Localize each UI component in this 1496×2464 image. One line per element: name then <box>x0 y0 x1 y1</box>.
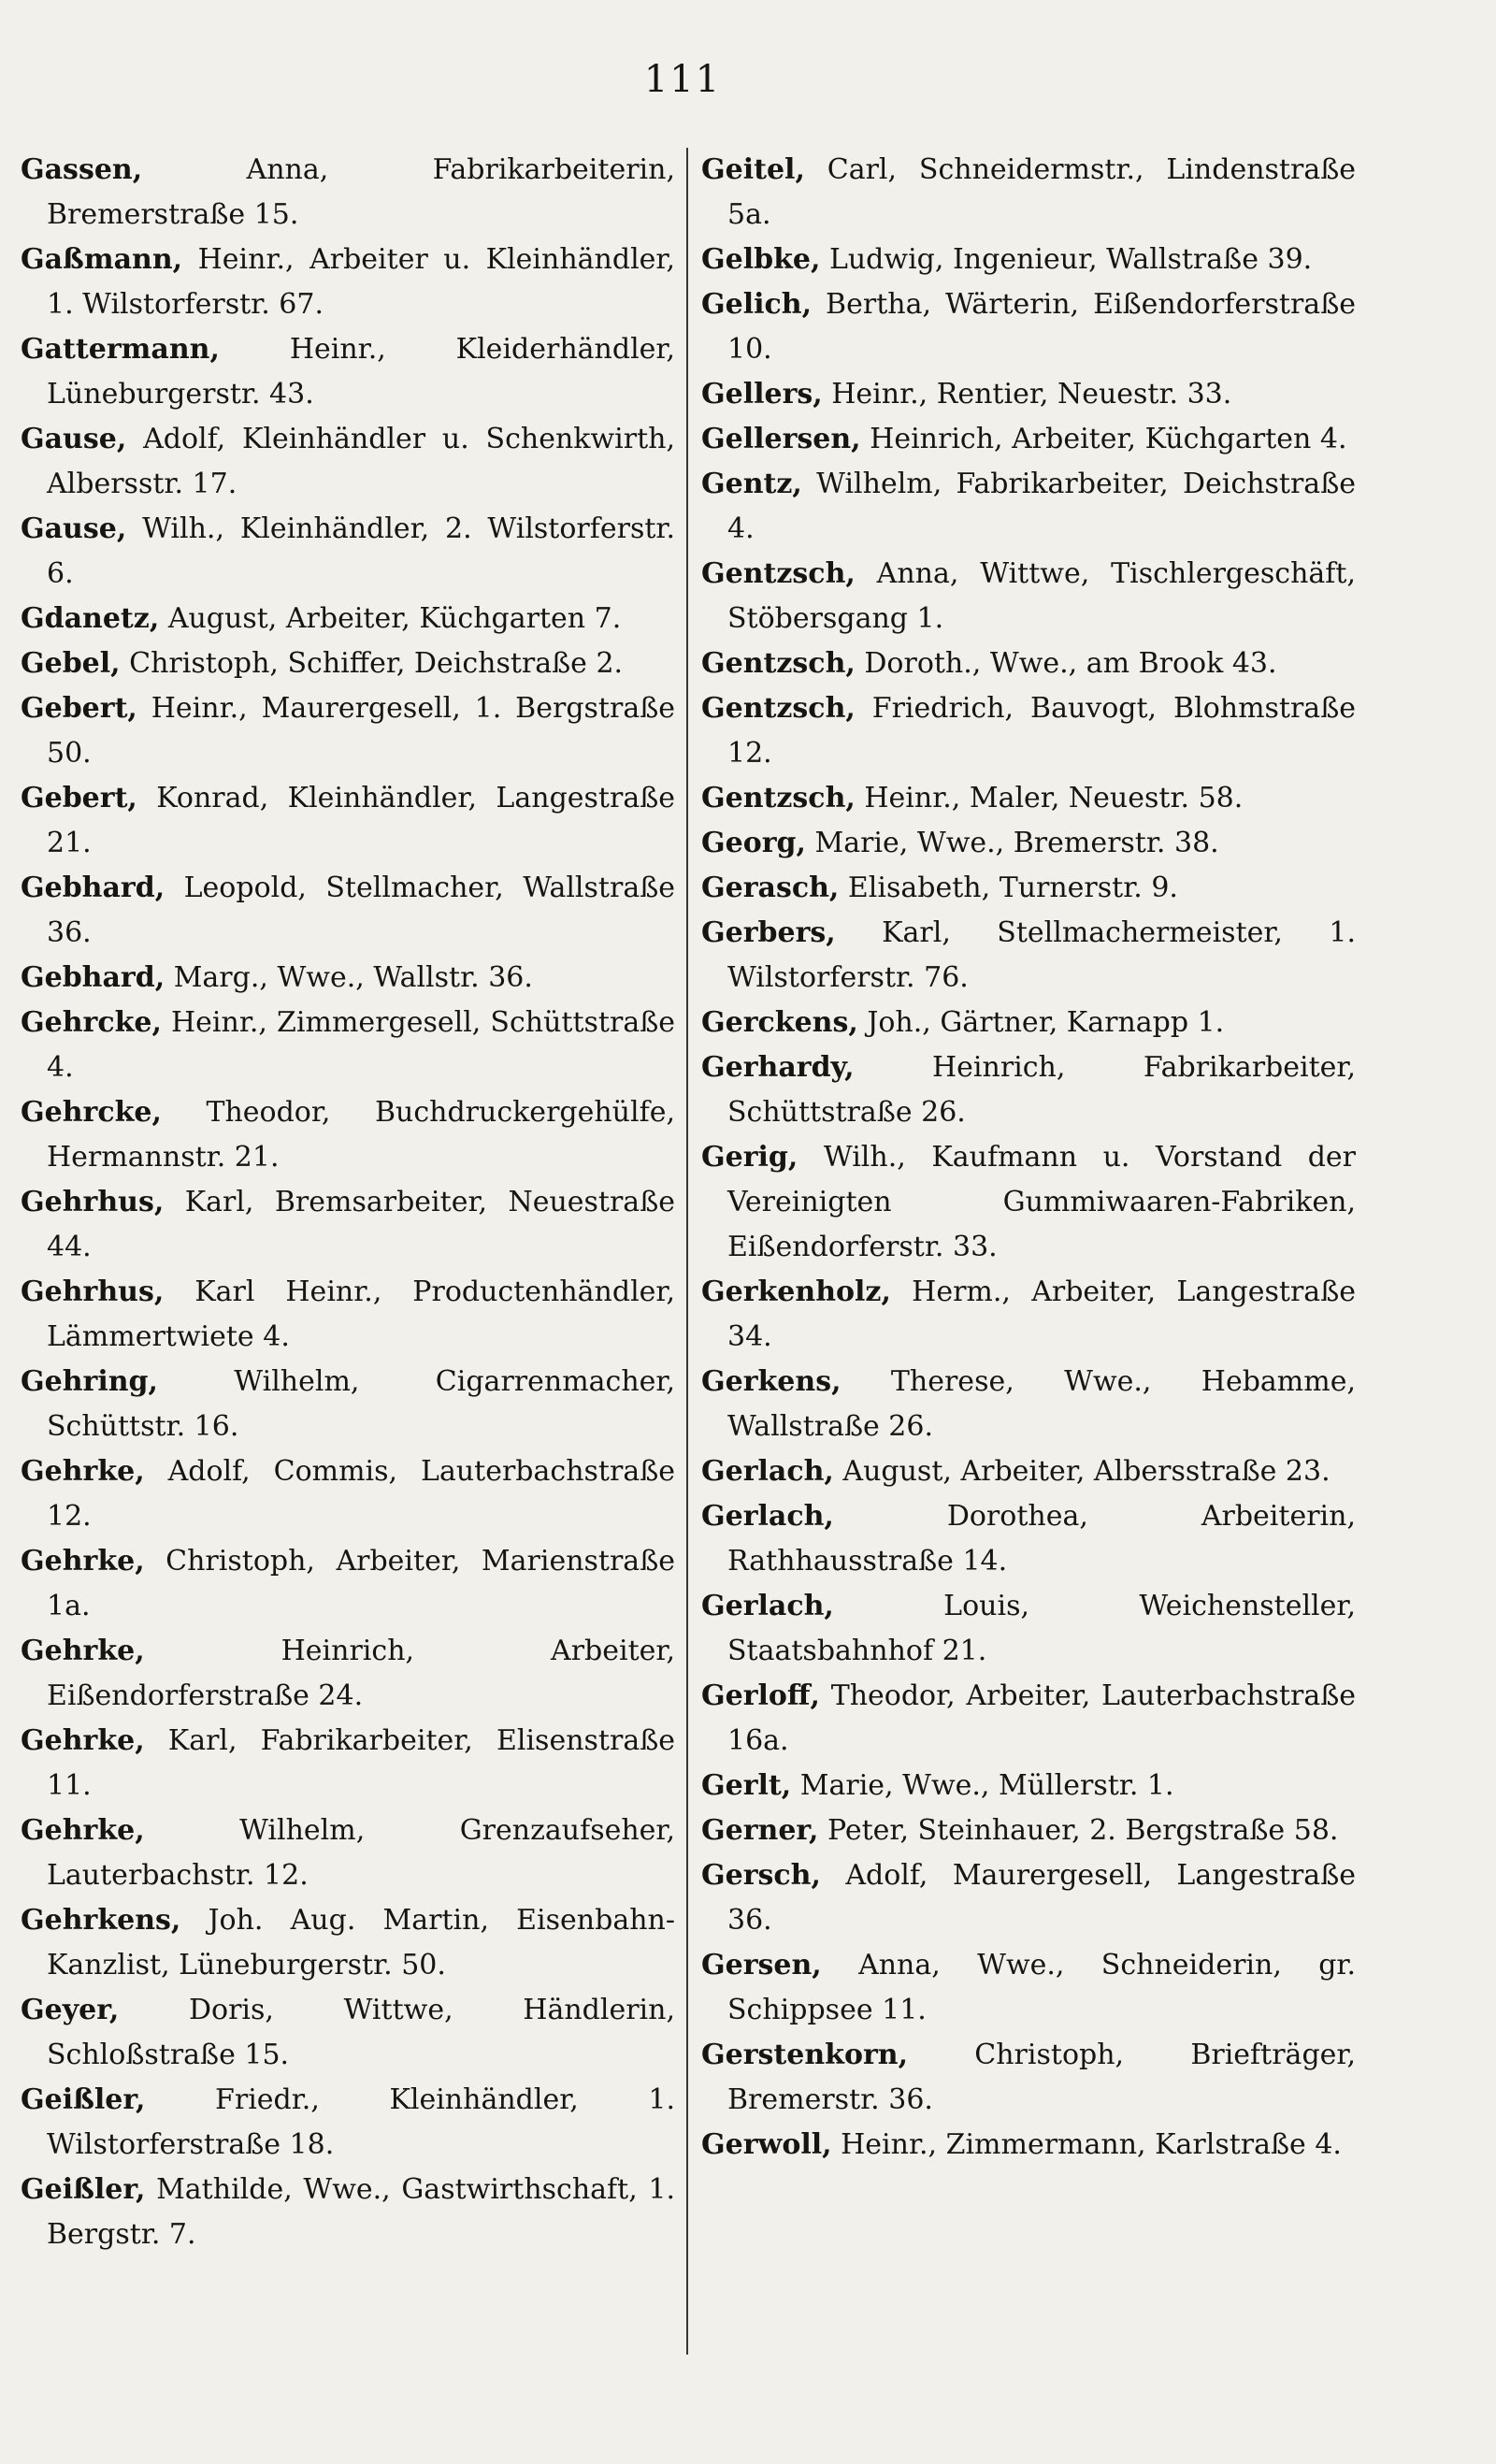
directory-entry <box>701 776 1356 821</box>
directory-entry <box>701 1135 1356 1270</box>
directory-entry <box>21 1090 675 1180</box>
entry-details: Heinr., Arbeiter u. Kleinhändler, 1. Wilstorferstr. 67. <box>47 243 675 321</box>
entry-details: Leopold, Stellmacher, Wallstraße 36. <box>47 872 675 949</box>
entry-surname: Gehrke, <box>21 1545 145 1578</box>
entry-details: Wilhelm, Fabrikarbeiter, Deichstraße 4. <box>727 468 1356 545</box>
entry-details: Marie, Wwe., Müllerstr. 1. <box>791 1769 1174 1802</box>
entry-details: Marie, Wwe., Bremerstr. 38. <box>805 827 1219 859</box>
directory-entry <box>701 1449 1356 1494</box>
entry-details: Heinrich, Arbeiter, Küchgarten 4. <box>860 423 1347 455</box>
entry-details: Doris, Wittwe, Händlerin, Schloßstraße 15. <box>47 1994 675 2071</box>
directory-entry <box>21 1001 675 1090</box>
entry-surname: Gehrke, <box>21 1455 145 1488</box>
directory-entry <box>701 462 1356 552</box>
directory-entry <box>701 1943 1356 2033</box>
entry-surname: Gattermann, <box>21 333 220 366</box>
entry-surname: Gebel, <box>21 647 121 680</box>
directory-entry <box>21 1539 675 1629</box>
entry-details: Louis, Weichensteller, Staatsbahnhof 21. <box>727 1590 1356 1667</box>
entry-details: Konrad, Kleinhändler, Langestraße 21. <box>47 782 675 859</box>
entry-surname: Gentz, <box>701 468 802 500</box>
entry-details: Wilhelm, Cigarrenmacher, Schüttstr. 16. <box>47 1365 675 1443</box>
entry-surname: Gassen, <box>21 153 143 186</box>
entry-surname: Gerlach, <box>701 1590 834 1622</box>
entry-details: Carl, Schneidermstr., Lindenstraße 5a. <box>727 153 1356 231</box>
directory-entry <box>21 1360 675 1449</box>
directory-entry <box>21 1449 675 1539</box>
entry-surname: Gerlach, <box>701 1455 834 1488</box>
entry-details: Doroth., Wwe., am Brook 43. <box>855 647 1277 680</box>
directory-entry <box>21 686 675 776</box>
entry-surname: Geitel, <box>701 153 805 186</box>
directory-entry <box>701 148 1356 238</box>
entry-surname: Gehrcke, <box>21 1096 162 1129</box>
directory-entry <box>21 1988 675 2078</box>
entry-surname: Gaßmann, <box>21 243 183 276</box>
entry-details: Heinr., Zimmergesell, Schüttstraße 4. <box>47 1006 675 1084</box>
directory-entry <box>701 821 1356 866</box>
entry-details: Ludwig, Ingenieur, Wallstraße 39. <box>820 243 1313 276</box>
entry-details: Karl, Stellmachermeister, 1. Wilstorferstr. 76. <box>727 916 1356 994</box>
entry-details: Heinr., Rentier, Neuestr. 33. <box>822 378 1232 411</box>
entry-details: Herm., Arbeiter, Langestraße 34. <box>727 1275 1356 1353</box>
entry-surname: Gerlt, <box>701 1769 792 1802</box>
directory-entry <box>701 1001 1356 1045</box>
entry-surname: Gebert, <box>21 692 137 725</box>
directory-entry <box>21 148 675 238</box>
page-number: 111 <box>643 58 722 101</box>
directory-entry <box>701 417 1356 462</box>
entry-surname: Gause, <box>21 423 127 455</box>
entry-surname: Gehrke, <box>21 1635 145 1667</box>
entry-surname: Gersen, <box>701 1949 822 1981</box>
entry-details: Christoph, Arbeiter, Marienstraße 1a. <box>47 1545 675 1622</box>
entry-details: Wilhelm, Grenzaufseher, Lauterbachstr. 12. <box>47 1814 675 1892</box>
entry-details: Marg., Wwe., Wallstr. 36. <box>165 961 533 994</box>
entry-surname: Gersch, <box>701 1859 821 1892</box>
entry-surname: Gelbke, <box>701 243 821 276</box>
entry-surname: Georg, <box>701 827 806 859</box>
column-divider <box>686 148 688 2355</box>
left-column <box>21 148 675 2257</box>
entry-details: Adolf, Commis, Lauterbachstraße 12. <box>47 1455 675 1533</box>
entry-surname: Gerstenkorn, <box>701 2039 909 2071</box>
directory-entry <box>21 417 675 507</box>
entry-surname: Gehrke, <box>21 1724 145 1757</box>
entry-details: Heinrich, Arbeiter, Eißendorferstraße 24. <box>47 1635 675 1712</box>
directory-entry <box>701 1270 1356 1360</box>
entry-details: Anna, Wwe., Schneiderin, gr. Schippsee 11. <box>727 1949 1356 2026</box>
entry-surname: Gentzsch, <box>701 782 856 814</box>
entry-details: Heinr., Kleiderhändler, Lüneburgerstr. 43. <box>47 333 675 411</box>
entry-surname: Gentzsch, <box>701 647 856 680</box>
entry-surname: Gerckens, <box>701 1006 858 1039</box>
entry-surname: Gerig, <box>701 1141 798 1174</box>
entry-details: Heinrich, Fabrikarbeiter, Schüttstraße 26. <box>727 1051 1356 1129</box>
directory-entry <box>701 1808 1356 1853</box>
entry-surname: Gerner, <box>701 1814 819 1847</box>
directory-entry <box>701 1360 1356 1449</box>
entry-details: Karl, Bremsarbeiter, Neuestraße 44. <box>47 1186 675 1263</box>
entry-surname: Gerbers, <box>701 916 836 949</box>
entry-details: August, Arbeiter, Albersstraße 23. <box>833 1455 1331 1488</box>
directory-entry <box>701 686 1356 776</box>
entry-details: Heinr., Maler, Neuestr. 58. <box>855 782 1244 814</box>
directory-entry <box>21 507 675 597</box>
directory-entry <box>701 911 1356 1001</box>
entry-details: Adolf, Maurergesell, Langestraße 36. <box>727 1859 1356 1937</box>
entry-details: Mathilde, Wwe., Gastwirthschaft, 1. Bergstr. 7. <box>47 2173 675 2251</box>
entry-surname: Geißler, <box>21 2173 146 2206</box>
entry-details: Anna, Fabrikarbeiterin, Bremerstraße 15. <box>47 153 675 231</box>
entry-surname: Geyer, <box>21 1994 120 2026</box>
entry-surname: Gehring, <box>21 1365 158 1398</box>
entry-surname: Gentzsch, <box>701 692 856 725</box>
directory-entry <box>21 2168 675 2257</box>
entry-details: Elisabeth, Turnerstr. 9. <box>839 872 1178 904</box>
entry-details: August, Arbeiter, Küchgarten 7. <box>159 602 622 635</box>
entry-details: Joh. Aug. Martin, Eisenbahn-Kanzlist, Lüneburgerstr. 50. <box>47 1904 675 1981</box>
entry-details: Adolf, Kleinhändler u. Schenkwirth, Albersstr. 17. <box>47 423 675 500</box>
entry-surname: Gerloff, <box>701 1679 820 1712</box>
entry-details: Wilh., Kaufmann u. Vorstand der Vereinigten Gummiwaaren-Fabriken, Eißendorferstr. 33. <box>727 1141 1356 1263</box>
directory-entry <box>701 2123 1356 2168</box>
directory-entry <box>21 956 675 1001</box>
entry-surname: Gehrcke, <box>21 1006 162 1039</box>
directory-entry <box>701 1674 1356 1764</box>
directory-entry <box>701 1853 1356 1943</box>
entry-surname: Gebert, <box>21 782 137 814</box>
entry-details: Christoph, Schiffer, Deichstraße 2. <box>120 647 624 680</box>
entry-details: Therese, Wwe., Hebamme, Wallstraße 26. <box>727 1365 1356 1443</box>
entry-surname: Gehrke, <box>21 1814 145 1847</box>
entry-surname: Geißler, <box>21 2083 146 2116</box>
directory-entry <box>21 866 675 956</box>
entry-surname: Gebhard, <box>21 872 165 904</box>
directory-entry <box>701 1045 1356 1135</box>
entry-surname: Gerlach, <box>701 1500 834 1533</box>
directory-entry <box>701 552 1356 641</box>
entry-details: Bertha, Wärterin, Eißendorferstraße 10. <box>727 288 1356 366</box>
entry-surname: Gellers, <box>701 378 823 411</box>
entry-details: Theodor, Buchdruckergehülfe, Hermannstr. 21. <box>47 1096 675 1174</box>
entry-details: Heinr., Maurergesell, 1. Bergstraße 50. <box>47 692 675 770</box>
entry-surname: Gerhardy, <box>701 1051 855 1084</box>
entry-surname: Gentzsch, <box>701 557 856 590</box>
directory-entry <box>21 1629 675 1719</box>
entry-surname: Gehrkens, <box>21 1904 181 1937</box>
directory-entry <box>701 866 1356 911</box>
directory-entry <box>701 1584 1356 1674</box>
directory-entry <box>21 641 675 686</box>
entry-surname: Gdanetz, <box>21 602 160 635</box>
entry-details: Karl Heinr., Productenhändler, Lämmertwiete 4. <box>47 1275 675 1353</box>
directory-entry <box>21 327 675 417</box>
directory-entry <box>21 1719 675 1808</box>
entry-surname: Gause, <box>21 512 127 545</box>
entry-details: Heinr., Zimmermann, Karlstraße 4. <box>831 2128 1342 2161</box>
directory-entry <box>21 1270 675 1360</box>
entry-surname: Gehrhus, <box>21 1275 165 1308</box>
entry-surname: Gelich, <box>701 288 813 321</box>
entry-surname: Gerasch, <box>701 872 840 904</box>
directory-entry <box>21 1180 675 1270</box>
directory-entry <box>701 641 1356 686</box>
entry-details: Wilh., Kleinhändler, 2. Wilstorferstr. 6. <box>47 512 675 590</box>
entry-surname: Gerwoll, <box>701 2128 832 2161</box>
directory-entry <box>701 372 1356 417</box>
entry-surname: Gerkenholz, <box>701 1275 891 1308</box>
entry-surname: Gellersen, <box>701 423 861 455</box>
directory-entry <box>21 597 675 641</box>
directory-entry <box>21 1898 675 1988</box>
entry-details: Peter, Steinhauer, 2. Bergstraße 58. <box>818 1814 1339 1847</box>
directory-entry <box>701 238 1356 282</box>
directory-entry <box>21 2078 675 2168</box>
directory-entry <box>701 1764 1356 1808</box>
entry-surname: Gebhard, <box>21 961 165 994</box>
entry-details: Karl, Fabrikarbeiter, Elisenstraße 11. <box>47 1724 675 1802</box>
entry-details: Joh., Gärtner, Karnapp 1. <box>857 1006 1225 1039</box>
directory-entry <box>701 282 1356 372</box>
directory-entry <box>21 1808 675 1898</box>
right-column <box>701 148 1356 2168</box>
entry-details: Dorothea, Arbeiterin, Rathhausstraße 14. <box>727 1500 1356 1578</box>
entry-details: Christoph, Briefträger, Bremerstr. 36. <box>727 2039 1356 2116</box>
entry-details: Friedr., Kleinhändler, 1. Wilstorferstraße 18. <box>47 2083 675 2161</box>
directory-entry <box>701 1494 1356 1584</box>
entry-surname: Gehrhus, <box>21 1186 165 1218</box>
entry-details: Anna, Wittwe, Tischlergeschäft, Stöbersgang 1. <box>727 557 1356 635</box>
entry-details: Theodor, Arbeiter, Lauterbachstraße 16a. <box>727 1679 1356 1757</box>
entry-surname: Gerkens, <box>701 1365 842 1398</box>
entry-details: Friedrich, Bauvogt, Blohmstraße 12. <box>727 692 1356 770</box>
directory-entry <box>701 2033 1356 2123</box>
directory-entry <box>21 238 675 327</box>
directory-entry <box>21 776 675 866</box>
